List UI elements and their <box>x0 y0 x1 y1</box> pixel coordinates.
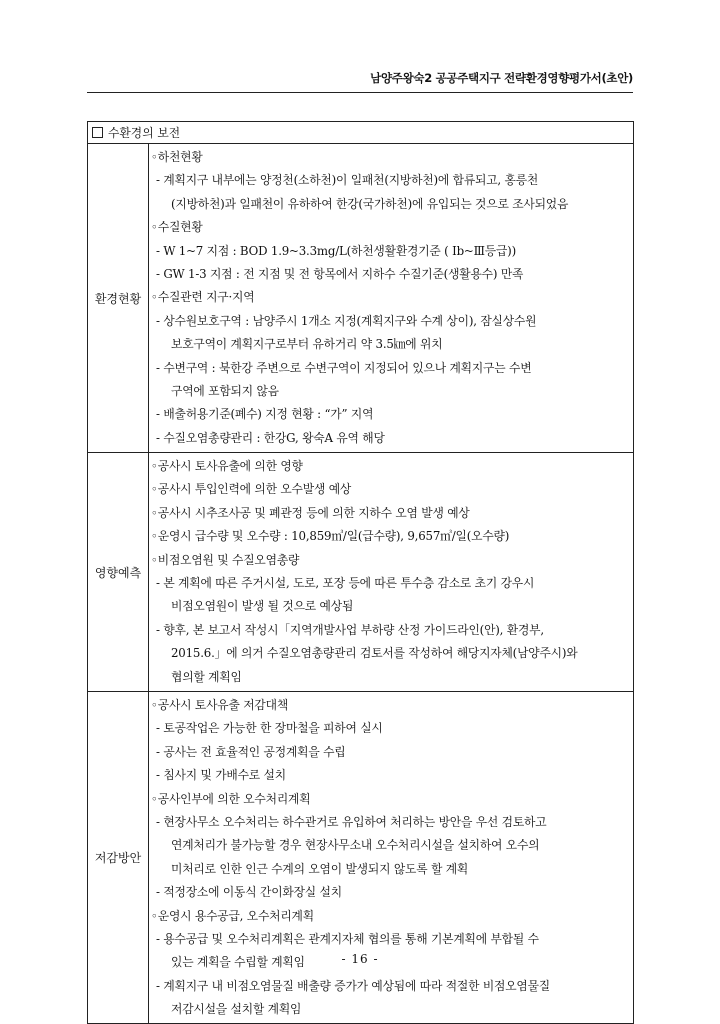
checkbox-square-icon <box>92 127 103 138</box>
dash-item: - 침사지 및 가배수로 설치 <box>156 768 286 783</box>
dash-item: - W 1~7 지점 : BOD 1.9~3.3mg/L(하천생활환경기준 ( Ⅰb~Ⅲ등급)) <box>156 243 516 258</box>
dash-item: - 용수공급 및 오수처리계획은 관계지자체 협의를 통해 기본계획에 부합될 수 <box>156 931 539 946</box>
dash-item: - 토공작업은 가능한 한 장마철을 피하여 실시 <box>156 721 383 736</box>
bullet-item: ◦운영시 용수공급, 오수처리계획 <box>151 908 314 923</box>
header-rule <box>87 92 633 93</box>
continuation-line: 보호구역이 계획지구로부터 유하거리 약 3.5㎞에 위치 <box>171 337 443 352</box>
page-number: - 16 - <box>341 952 379 966</box>
dash-item: - GW 1-3 지점 : 전 지점 및 전 항목에서 지하수 수질기준(생활용수) 만족 <box>156 266 524 281</box>
section-title: 수환경의 보전 <box>108 126 181 140</box>
continuation-line: (지방하천)과 일패천이 유하하여 한강(국가하천)에 유입되는 것으로 조사되었음 <box>171 196 569 211</box>
bullet-item: ◦하천현황 <box>151 150 203 164</box>
continuation-line: 미처리로 인한 인근 수계의 오염이 발생되지 않도록 할 계획 <box>171 861 469 876</box>
dash-item: - 수변구역 : 북한강 주변으로 수변구역이 지정되어 있으나 계획지구는 수변 <box>156 360 532 375</box>
dash-item: - 수질오염총량관리 : 한강G, 왕숙A 유역 해당 <box>156 430 385 445</box>
continuation-line: 구역에 포함되지 않음 <box>171 383 279 398</box>
dash-item: - 적정장소에 이동식 간이화장실 설치 <box>156 885 342 900</box>
continuation-line: 연계처리가 불가능할 경우 현장사무소내 오수처리시설을 설치하여 오수의 <box>171 838 540 853</box>
dash-item: - 공사는 전 효율적인 공정계획을 수립 <box>156 744 346 759</box>
dash-item: - 계획지구 내부에는 양정천(소하천)이 일패천(지방하천)에 합류되고, 홍릉천 <box>156 173 539 188</box>
bullet-item: ◦공사시 토사유출 저감대책 <box>151 697 289 712</box>
table-row <box>88 144 634 453</box>
bullet-item: ◦공사시 시추조사공 및 폐관정 등에 의한 지하수 오염 발생 예상 <box>151 505 470 520</box>
dash-item: - 본 계획에 따른 주거시설, 도로, 포장 등에 따른 투수층 감소로 초기 강우시 <box>156 576 535 591</box>
dash-item: - 현장사무소 오수처리는 하수관거로 유입하여 처리하는 방안을 우선 검토하고 <box>156 814 547 829</box>
document-header-title: 남양주왕숙2 공공주택지구 전략환경영향평가서(초안) <box>370 71 633 85</box>
bullet-item: ◦수질관련 지구·지역 <box>151 290 255 305</box>
continuation-line: 협의할 계획임 <box>171 669 242 684</box>
row-label: 영향예측 <box>88 453 149 692</box>
continuation-line: 2015.6.」에 의거 수질오염총량관리 검토서를 작성하여 해당지자체(남양주시)와 <box>171 646 578 661</box>
dash-item: - 계획지구 내 비점오염물질 배출량 증가가 예상됨에 따라 적절한 비점오염물질 <box>156 978 551 993</box>
bullet-item: ◦공사인부에 의한 오수처리계획 <box>151 791 311 806</box>
row-label: 저감방안 <box>88 691 149 1023</box>
table-row <box>88 453 634 692</box>
table-row <box>88 691 634 1023</box>
row-content <box>149 453 634 692</box>
row-content <box>149 691 634 1023</box>
bullet-item: ◦운영시 급수량 및 오수량 : 10,859㎥/일(급수량), 9,657㎥/일(오수량) <box>151 529 510 544</box>
dash-item: - 향후, 본 보고서 작성시「지역개발사업 부하량 산정 가이드라인(안), 환경부, <box>156 622 544 637</box>
row-label: 환경현황 <box>88 144 149 453</box>
bullet-item: ◦수질현황 <box>151 220 203 235</box>
dash-item: - 배출허용기준(폐수) 지정 현황 : “가” 지역 <box>156 407 374 422</box>
section-title-row <box>88 122 634 144</box>
bullet-item: ◦공사시 투입인력에 의한 오수발생 예상 <box>151 482 352 497</box>
dash-item: - 상수원보호구역 : 남양주시 1개소 지정(계획지구와 수계 상이), 잠실상수원 <box>156 313 537 328</box>
environment-table <box>87 121 634 1024</box>
bullet-item: ◦비점오염원 및 수질오염총량 <box>151 552 300 567</box>
row-content <box>149 144 634 453</box>
continuation-line: 비점오염원이 발생 될 것으로 예상됨 <box>171 599 354 614</box>
section-title-cell <box>88 122 634 144</box>
continuation-line: 저감시설을 설치할 계획임 <box>171 1002 302 1017</box>
bullet-item: ◦공사시 토사유출에 의한 영향 <box>151 459 303 474</box>
continuation-line: 있는 계획을 수립할 계획임 <box>171 955 305 970</box>
